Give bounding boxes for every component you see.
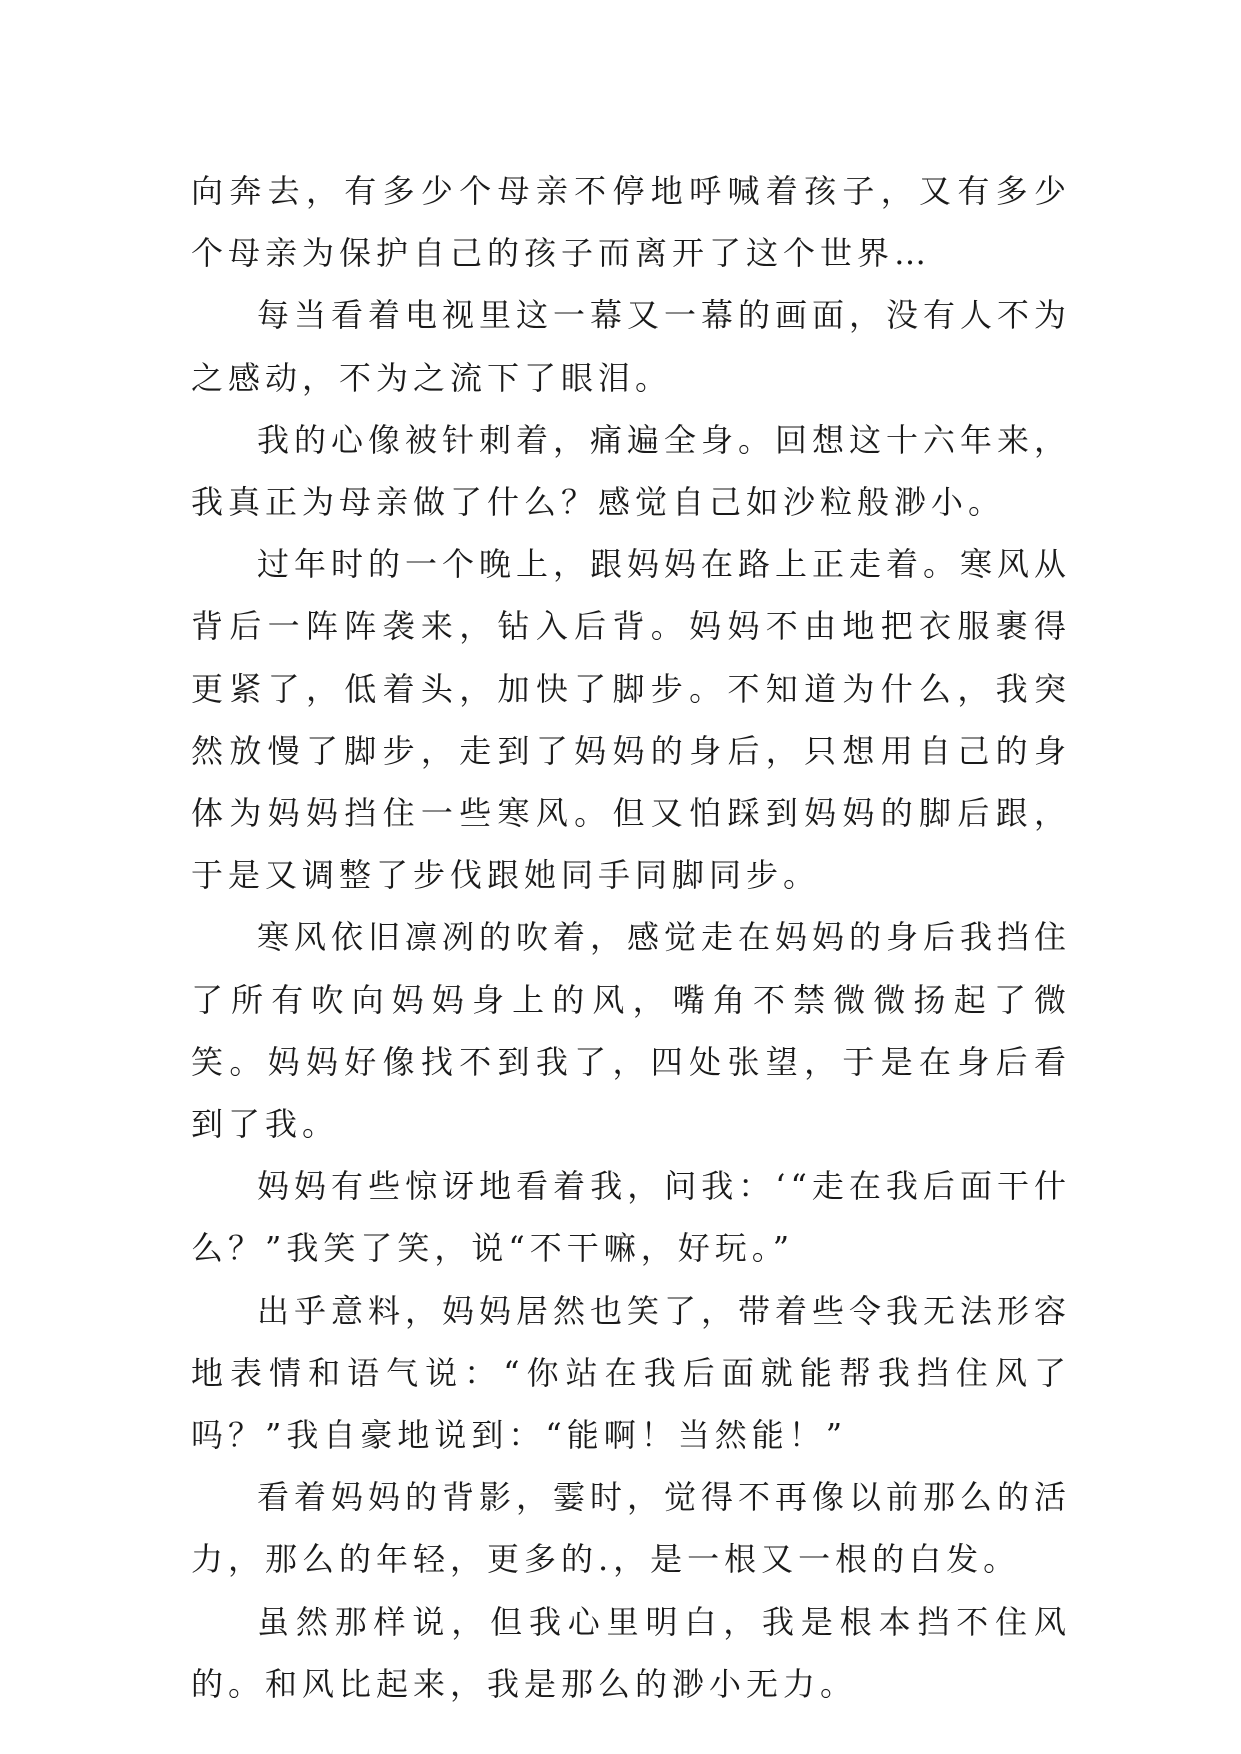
paragraph: 妈妈有些惊讶地看着我，问我：‘“走在我后面干什么？”我笑了笑，说“不干嘛，好玩。” xyxy=(191,1167,1071,1268)
document-body xyxy=(191,160,1071,1715)
paragraph: 出乎意料，妈妈居然也笑了，带着些令我无法形容地表情和语气说：“你站在我后面就能帮我挡住风了吗？”我自豪地说到：“能啊！当然能！” xyxy=(191,1291,1072,1455)
paragraph-continued: 向奔去，有多少个母亲不停地呼喊着孩子，又有多少个母亲为保护自己的孩子而离开了这个世界… xyxy=(191,172,1071,273)
paragraph: 每当看着电视里这一幕又一幕的画面，没有人不为之感动，不为之流下了眼泪。 xyxy=(191,296,1072,397)
paragraph: 虽然那样说，但我心里明白，我是根本挡不住风的。和风比起来，我是那么的渺小无力。 xyxy=(191,1602,1071,1703)
paragraph: 过年时的一个晚上，跟妈妈在路上正走着。寒风从背后一阵阵袭来，钻入后背。妈妈不由地把衣服裹得更紧了，低着头，加快了脚步。不知道为什么，我突然放慢了脚步，走到了妈妈的身后，只想用自己的身体为妈妈挡住一些寒风。但又怕踩到妈妈的脚后跟，于是又调整了步伐跟她同手同脚同步。 xyxy=(191,545,1072,895)
paragraph: 看着妈妈的背影，霎时，觉得不再像以前那么的活力，那么的年轻，更多的.，是一根又一根的白发。 xyxy=(191,1478,1072,1579)
paragraph: 我的心像被针刺着，痛遍全身。回想这十六年来，我真正为母亲做了什么？感觉自己如沙粒般渺小。 xyxy=(191,420,1072,522)
paragraph: 寒风依旧凛冽的吹着，感觉走在妈妈的身后我挡住了所有吹向妈妈身上的风，嘴角不禁微微扬起了微笑。妈妈好像找不到我了，四处张望，于是在身后看到了我。 xyxy=(191,918,1072,1144)
